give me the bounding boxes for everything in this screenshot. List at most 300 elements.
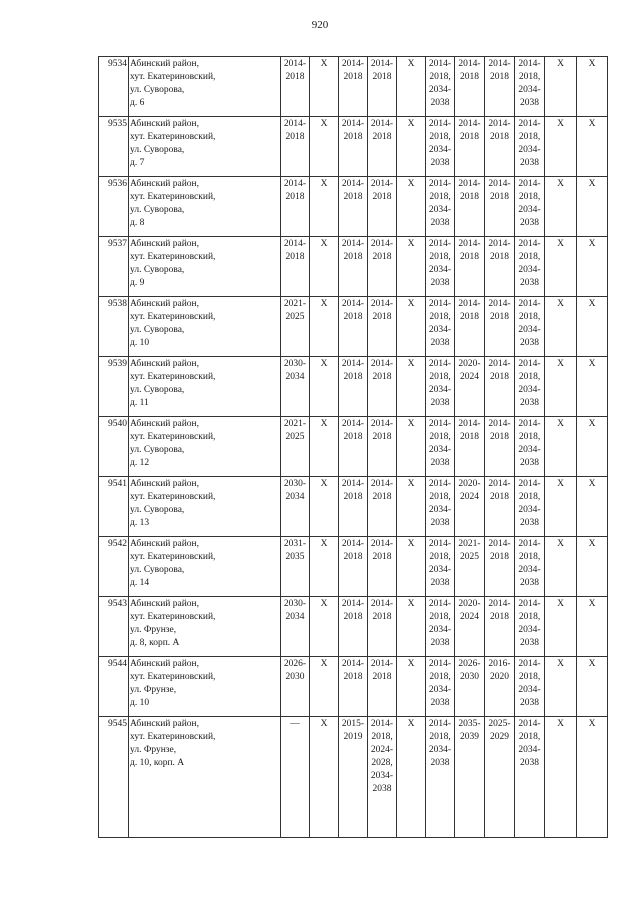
period-cell <box>397 417 426 477</box>
period-line: X <box>407 299 415 309</box>
period-cell <box>577 297 608 357</box>
address-line: д. 11 <box>130 398 149 408</box>
table-row <box>99 57 608 117</box>
period-cell <box>577 537 608 597</box>
period-line: X <box>407 419 415 429</box>
period-cell <box>339 477 368 537</box>
period-line: 2018, <box>518 612 541 622</box>
period-line: 2016- <box>488 659 511 669</box>
period-line: 2034- <box>428 505 452 515</box>
period-line: 2034- <box>428 145 452 155</box>
period-line: 2018, <box>429 252 451 262</box>
period-line: 2014- <box>518 359 541 369</box>
table-row <box>99 117 608 177</box>
period-cell <box>426 657 455 717</box>
period-line: 2038 <box>430 398 450 408</box>
period-line: 2014- <box>370 179 394 189</box>
period-line: 2021- <box>458 539 481 549</box>
address-cell <box>129 417 281 477</box>
period-cell <box>397 657 426 717</box>
period-cell <box>485 297 515 357</box>
period-line: — <box>290 719 300 729</box>
period-cell <box>485 117 515 177</box>
period-cell <box>577 237 608 297</box>
period-line: 2038 <box>520 458 539 468</box>
period-line: 2034- <box>518 565 541 575</box>
period-line: 2024- <box>370 745 394 755</box>
period-line: 2018 <box>372 552 392 562</box>
period-cell <box>577 57 608 117</box>
period-cell <box>281 297 310 357</box>
row-number-cell: 9535 <box>99 117 129 177</box>
period-cell <box>426 297 455 357</box>
period-cell <box>577 717 608 838</box>
address-line: Абинский район, <box>130 419 200 429</box>
period-line: 2018 <box>460 252 479 262</box>
period-line: 2014- <box>283 59 307 69</box>
period-cell <box>310 237 339 297</box>
address-line: хут. Екатериновский, <box>130 252 216 262</box>
period-cell <box>310 57 339 117</box>
address-line: Абинский район, <box>130 719 200 729</box>
period-line: 2038 <box>520 278 539 288</box>
period-cell <box>339 57 368 117</box>
period-line: 2014- <box>341 419 365 429</box>
period-cell <box>485 237 515 297</box>
period-line: X <box>588 119 596 129</box>
period-line: 2034 <box>285 612 305 622</box>
period-cell <box>368 237 397 297</box>
period-cell <box>515 657 545 717</box>
period-line: X <box>588 659 596 669</box>
period-line: 2034- <box>428 85 452 95</box>
period-line: 2019 <box>343 732 363 742</box>
address-line: ул. Суворова, <box>130 505 185 515</box>
period-line: 2038 <box>430 278 450 288</box>
period-line: 2034- <box>518 445 541 455</box>
period-line: 2018 <box>460 192 479 202</box>
address-line: Абинский район, <box>130 539 200 549</box>
period-line: 2034- <box>518 385 541 395</box>
period-line: 2038 <box>520 758 539 768</box>
period-line: 2018 <box>285 192 305 202</box>
period-line: 2018 <box>372 372 392 382</box>
period-cell <box>577 417 608 477</box>
period-line: 2014- <box>283 119 307 129</box>
address-cell <box>129 657 281 717</box>
period-line: 2020- <box>458 479 481 489</box>
period-line: 2018 <box>490 372 509 382</box>
period-line: 2014- <box>370 539 394 549</box>
period-cell <box>368 597 397 657</box>
period-cell <box>485 57 515 117</box>
period-line: 2034- <box>428 265 452 275</box>
period-line: 2018, <box>429 72 451 82</box>
period-cell <box>368 537 397 597</box>
period-line: 2029 <box>490 732 509 742</box>
period-line: 2014- <box>370 479 394 489</box>
period-line: 2034- <box>428 745 452 755</box>
period-cell <box>545 117 577 177</box>
table-row <box>99 477 608 537</box>
period-cell <box>515 537 545 597</box>
period-line: 2018 <box>490 312 509 322</box>
period-cell <box>515 357 545 417</box>
period-line: X <box>407 119 415 129</box>
period-line: X <box>407 59 415 69</box>
period-cell <box>397 537 426 597</box>
period-line: X <box>588 299 596 309</box>
address-cell <box>129 297 281 357</box>
period-cell <box>281 117 310 177</box>
period-line: X <box>557 659 564 669</box>
table-row <box>99 357 608 417</box>
period-line: 2014- <box>458 239 481 249</box>
address-line: Абинский район, <box>130 299 200 309</box>
address-cell <box>129 237 281 297</box>
period-line: 2026- <box>283 659 307 669</box>
period-line: X <box>557 179 564 189</box>
period-cell <box>515 597 545 657</box>
period-line: 2018 <box>490 252 509 262</box>
period-line: 2018, <box>518 132 541 142</box>
period-line: 2014- <box>518 719 541 729</box>
address-line: хут. Екатериновский, <box>130 492 216 502</box>
period-cell <box>485 177 515 237</box>
period-line: 2014- <box>488 239 511 249</box>
row-number-cell: 9541 <box>99 477 129 537</box>
period-line: 2018 <box>490 492 509 502</box>
period-cell <box>485 657 515 717</box>
period-cell <box>426 537 455 597</box>
period-cell <box>485 537 515 597</box>
period-line: X <box>320 419 328 429</box>
address-line: Абинский район, <box>130 359 200 369</box>
period-cell <box>339 657 368 717</box>
period-line: X <box>320 539 328 549</box>
address-cell <box>129 117 281 177</box>
period-cell <box>397 357 426 417</box>
period-line: X <box>588 179 596 189</box>
period-cell <box>310 477 339 537</box>
period-line: 2034- <box>518 145 541 155</box>
address-cell <box>129 177 281 237</box>
period-line: X <box>407 539 415 549</box>
period-cell <box>545 57 577 117</box>
address-cell <box>129 597 281 657</box>
period-line: 2026- <box>458 659 481 669</box>
period-cell <box>515 177 545 237</box>
period-line: 2038 <box>520 698 539 708</box>
address-line: д. 7 <box>130 158 145 168</box>
period-line: 2014- <box>428 539 452 549</box>
period-cell <box>426 57 455 117</box>
address-line: Абинский район, <box>130 659 200 669</box>
address-line: Абинский район, <box>130 479 200 489</box>
period-line: 2038 <box>430 578 450 588</box>
period-line: X <box>588 539 596 549</box>
period-line: X <box>407 359 415 369</box>
period-line: 2014- <box>370 239 394 249</box>
period-line: 2018 <box>343 612 363 622</box>
period-line: 2038 <box>520 518 539 528</box>
period-line: 2014- <box>428 479 452 489</box>
period-line: 2018, <box>429 732 451 742</box>
period-cell <box>455 357 485 417</box>
table-row <box>99 657 608 717</box>
period-line: 2018 <box>285 252 305 262</box>
period-line: 2014- <box>428 359 452 369</box>
address-line: Абинский район, <box>130 119 200 129</box>
period-line: X <box>588 239 596 249</box>
period-line: 2014- <box>370 299 394 309</box>
period-line: 2014- <box>428 179 452 189</box>
period-line: 2030 <box>460 672 479 682</box>
period-line: 2030- <box>283 479 307 489</box>
period-line: 2014- <box>341 179 365 189</box>
period-line: 2014- <box>428 299 452 309</box>
address-line: д. 12 <box>130 458 150 468</box>
period-line: 2034- <box>428 385 452 395</box>
period-line: 2035- <box>458 719 481 729</box>
period-cell <box>455 297 485 357</box>
period-line: 2014- <box>341 479 365 489</box>
period-line: 2014- <box>518 419 541 429</box>
period-line: 2021- <box>283 419 307 429</box>
period-line: 2014- <box>428 59 452 69</box>
period-cell <box>515 117 545 177</box>
row-number-cell: 9534 <box>99 57 129 117</box>
period-line: 2018 <box>490 552 509 562</box>
period-line: 2034- <box>428 205 452 215</box>
period-line: 2014- <box>458 59 481 69</box>
period-cell <box>545 237 577 297</box>
row-number-cell: 9536 <box>99 177 129 237</box>
period-line: 2014- <box>370 719 394 729</box>
period-line: 2038 <box>430 758 450 768</box>
period-line: 2018 <box>343 192 363 202</box>
address-line: ул. Фрунзе, <box>130 625 177 635</box>
period-line: 2014- <box>488 59 511 69</box>
period-cell <box>368 297 397 357</box>
period-cell <box>426 717 455 838</box>
period-line: 2034- <box>518 505 541 515</box>
period-line: 2018 <box>460 432 479 442</box>
period-cell <box>281 417 310 477</box>
address-line: д. 13 <box>130 518 150 528</box>
period-cell <box>485 357 515 417</box>
period-line: 2018, <box>518 72 541 82</box>
period-cell <box>310 657 339 717</box>
period-line: 2038 <box>520 638 539 648</box>
period-line: X <box>320 359 328 369</box>
period-line: 2014- <box>370 659 394 669</box>
period-cell <box>515 297 545 357</box>
period-line: 2014- <box>370 119 394 129</box>
period-cell <box>339 537 368 597</box>
period-cell <box>455 177 485 237</box>
period-line: 2014- <box>518 179 541 189</box>
period-cell <box>310 177 339 237</box>
period-line: 2018, <box>518 672 541 682</box>
row-number-cell: 9543 <box>99 597 129 657</box>
period-cell <box>515 57 545 117</box>
period-cell <box>426 477 455 537</box>
period-cell <box>455 597 485 657</box>
period-line: 2014- <box>488 599 511 609</box>
period-line: X <box>557 419 564 429</box>
period-line: 2034- <box>428 625 452 635</box>
period-cell <box>426 417 455 477</box>
period-line: 2018 <box>490 72 509 82</box>
period-line: 2014- <box>488 539 511 549</box>
period-line: 2034- <box>428 445 452 455</box>
period-line: 2014- <box>341 239 365 249</box>
period-line: 2014- <box>518 479 541 489</box>
address-cell <box>129 717 281 838</box>
period-line: 2020- <box>458 599 481 609</box>
period-line: 2018, <box>429 552 451 562</box>
address-line: Абинский район, <box>130 599 200 609</box>
table-row <box>99 417 608 477</box>
period-line: 2014- <box>518 299 541 309</box>
period-cell <box>455 417 485 477</box>
period-line: 2018 <box>285 132 305 142</box>
period-line: 2014- <box>518 239 541 249</box>
period-line: 2038 <box>430 518 450 528</box>
period-cell <box>545 417 577 477</box>
period-cell <box>281 597 310 657</box>
period-cell <box>397 57 426 117</box>
period-cell <box>545 717 577 838</box>
period-line: X <box>557 119 564 129</box>
period-line: 2018 <box>460 132 479 142</box>
period-line: X <box>557 599 564 609</box>
housing-register-table <box>98 56 608 838</box>
period-cell <box>310 537 339 597</box>
period-line: 2014- <box>488 479 511 489</box>
address-line: д. 10, корп. А <box>130 758 185 768</box>
period-line: X <box>588 419 596 429</box>
period-cell <box>545 357 577 417</box>
period-cell <box>339 717 368 838</box>
address-line: ул. Суворова, <box>130 265 185 275</box>
period-cell <box>455 717 485 838</box>
period-line: 2018 <box>372 132 392 142</box>
period-line: 2018 <box>343 372 363 382</box>
address-line: хут. Екатериновский, <box>130 192 216 202</box>
period-line: 2034- <box>518 745 541 755</box>
period-line: 2018, <box>518 192 541 202</box>
period-line: 2038 <box>430 158 450 168</box>
period-cell <box>310 357 339 417</box>
period-line: 2018 <box>490 132 509 142</box>
period-line: 2034- <box>428 565 452 575</box>
period-cell <box>310 117 339 177</box>
period-cell <box>281 717 310 838</box>
period-cell <box>310 297 339 357</box>
period-line: 2014- <box>341 539 365 549</box>
period-cell <box>426 117 455 177</box>
period-line: X <box>588 599 596 609</box>
period-line: 2014- <box>370 419 394 429</box>
address-line: хут. Екатериновский, <box>130 612 216 622</box>
period-cell <box>310 417 339 477</box>
address-line: Абинский район, <box>130 59 200 69</box>
period-cell <box>281 537 310 597</box>
period-line: 2014- <box>518 539 541 549</box>
period-cell <box>545 537 577 597</box>
period-line: 2018 <box>343 552 363 562</box>
period-line: 2038 <box>520 578 539 588</box>
period-line: 2014- <box>341 659 365 669</box>
period-line: 2018 <box>343 252 363 262</box>
period-line: X <box>407 479 415 489</box>
period-line: 2018 <box>343 72 363 82</box>
period-line: 2014- <box>428 659 452 669</box>
period-line: 2018 <box>343 492 363 502</box>
period-line: 2018 <box>343 432 363 442</box>
period-line: 2018 <box>490 612 509 622</box>
period-cell <box>397 717 426 838</box>
period-cell <box>397 177 426 237</box>
address-line: хут. Екатериновский, <box>130 132 216 142</box>
period-cell <box>485 597 515 657</box>
period-line: X <box>588 59 596 69</box>
page-number: 920 <box>311 19 329 31</box>
period-line: X <box>557 299 564 309</box>
period-line: 2018 <box>343 312 363 322</box>
address-line: ул. Суворова, <box>130 385 185 395</box>
table-row <box>99 177 608 237</box>
period-cell <box>545 477 577 537</box>
period-line: 2025 <box>285 432 305 442</box>
period-cell <box>368 417 397 477</box>
period-line: 2034- <box>428 325 452 335</box>
period-cell <box>281 177 310 237</box>
period-line: X <box>557 59 564 69</box>
address-line: ул. Фрунзе, <box>130 685 177 695</box>
address-line: хут. Екатериновский, <box>130 312 216 322</box>
period-cell <box>339 237 368 297</box>
address-line: д. 8 <box>130 218 145 228</box>
period-line: 2014- <box>341 119 365 129</box>
period-line: X <box>320 239 328 249</box>
period-cell <box>310 717 339 838</box>
period-cell <box>426 177 455 237</box>
period-line: X <box>407 239 415 249</box>
period-cell <box>281 477 310 537</box>
table-row <box>99 537 608 597</box>
period-line: 2018, <box>429 192 451 202</box>
row-number-cell: 9545 <box>99 717 129 838</box>
period-line: X <box>407 179 415 189</box>
period-cell <box>368 717 397 838</box>
period-line: 2018, <box>429 492 451 502</box>
period-line: X <box>588 719 596 729</box>
table-row <box>99 597 608 657</box>
period-line: X <box>557 239 564 249</box>
period-cell <box>455 537 485 597</box>
period-cell <box>515 237 545 297</box>
period-line: 2018, <box>518 432 541 442</box>
address-line: ул. Суворова, <box>130 145 185 155</box>
period-line: 2034- <box>518 85 541 95</box>
period-cell <box>485 717 515 838</box>
period-cell <box>455 237 485 297</box>
row-number-cell: 9538 <box>99 297 129 357</box>
period-cell <box>577 117 608 177</box>
